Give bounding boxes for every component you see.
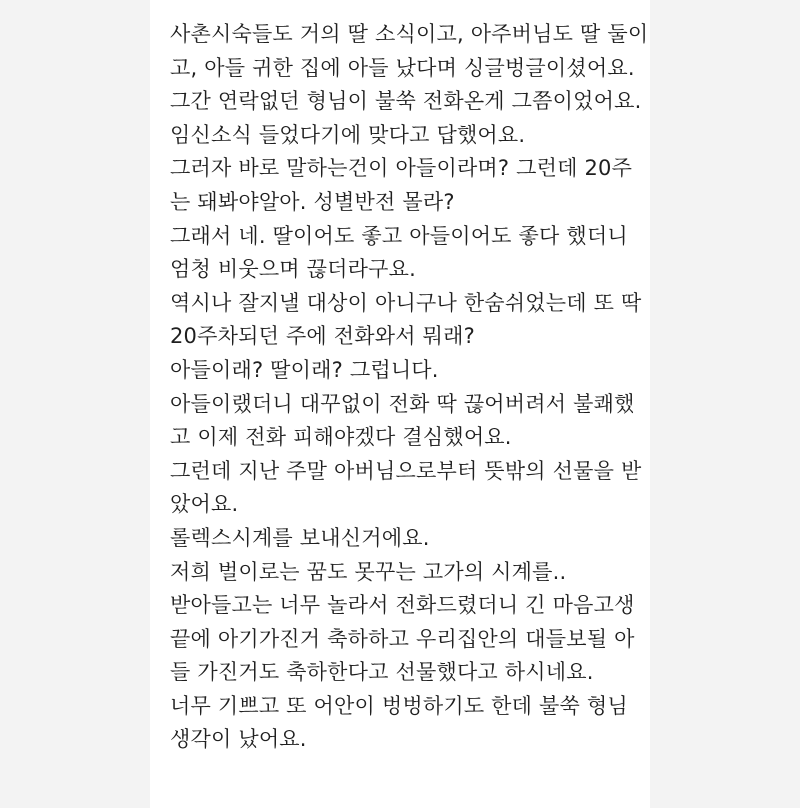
text-line: 20주차되던 주에 전화와서 뭐래? — [170, 324, 475, 349]
text-line: 롤렉스시계를 보내신거에요. — [170, 525, 430, 550]
text-line: 그래서 네. 딸이어도 좋고 아들이어도 좋다 했더니 — [170, 223, 628, 248]
text-line: 그런데 지난 주말 아버님으로부터 뜻밖의 선물을 받 — [170, 458, 642, 483]
text-line: 아들이랬더니 대꾸없이 전화 딱 끊어버려서 불쾌했 — [170, 391, 635, 416]
text-line: 고, 아들 귀한 집에 아들 났다며 싱글벙글이셨어요. — [170, 55, 635, 80]
text-line: 사촌시숙들도 거의 딸 소식이고, 아주버님도 딸 둘이 — [170, 22, 649, 46]
text-line: 받아들고는 너무 놀라서 전화드렸더니 긴 마음고생 — [170, 593, 635, 618]
text-line: 아들이래? 딸이래? 그럽니다. — [170, 357, 439, 382]
text-line: 끝에 아기가진거 축하하고 우리집안의 대들보될 아 — [170, 626, 635, 651]
article-text — [170, 18, 649, 757]
text-line: 역시나 잘지낼 대상이 아니구나 한숨쉬었는데 또 딱 — [170, 290, 642, 315]
text-line: 그러자 바로 말하는건이 아들이라며? 그런데 20주 — [170, 156, 633, 181]
text-line: 엄청 비웃으며 끊더라구요. — [170, 257, 416, 282]
text-line: 임신소식 들었다기에 맞다고 답했어요. — [170, 122, 526, 147]
text-line: 들 가진거도 축하한다고 선물했다고 하시네요. — [170, 660, 594, 685]
text-line: 는 돼봐야알아. 성별반전 몰라? — [170, 189, 455, 214]
text-line: 너무 기쁘고 또 어안이 벙벙하기도 한데 불쑥 형님 — [170, 693, 628, 718]
text-line: 그간 연락없던 형님이 불쑥 전화온게 그쯤이었어요. — [170, 89, 642, 114]
text-line: 고 이제 전화 피해야겠다 결심했어요. — [170, 425, 512, 450]
text-line: 저희 벌이로는 꿈도 못꾸는 고가의 시계를.. — [170, 559, 567, 584]
text-line: 았어요. — [170, 492, 239, 517]
text-line: 생각이 났어요. — [170, 727, 307, 752]
